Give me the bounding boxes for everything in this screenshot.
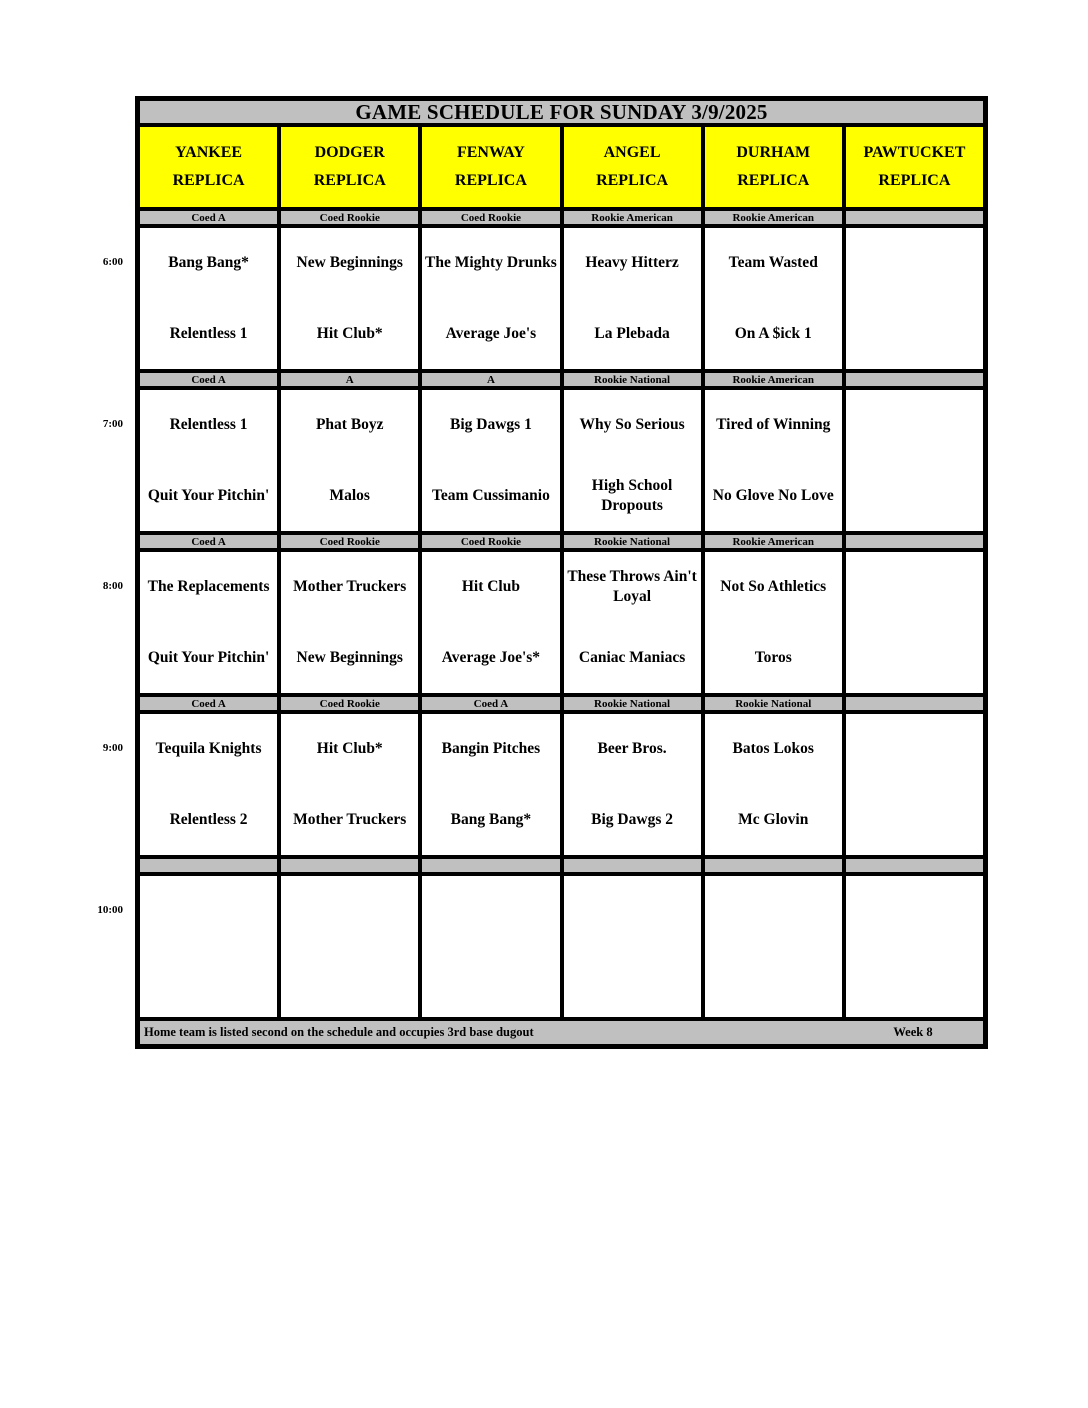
away-team: Tequila Knights: [155, 740, 262, 758]
division-cell: Coed A: [138, 533, 279, 550]
away-team: Bangin Pitches: [441, 740, 541, 758]
away-team: New Beginnings: [296, 254, 403, 272]
division-cell: [844, 209, 985, 226]
home-team: [140, 947, 277, 1018]
game-cell: [279, 388, 420, 533]
division-cell: Rookie American: [562, 209, 703, 226]
away-team: [846, 552, 983, 623]
park-name: FENWAY: [456, 143, 525, 161]
home-team: [281, 947, 418, 1018]
division-cell: [844, 695, 985, 712]
home-team: High School Dropouts: [591, 476, 673, 514]
away-team: Beer Bros.: [597, 740, 667, 758]
home-team: Bang Bang*: [450, 810, 532, 828]
game-cell: [562, 712, 703, 857]
park-name: PAWTUCKET: [863, 143, 966, 161]
park-sub: REPLICA: [454, 172, 527, 190]
away-team: Relentless 1: [169, 416, 248, 434]
away-team: Mother Truckers: [293, 578, 407, 596]
home-team: [705, 947, 842, 1018]
division-cell: Coed Rookie: [279, 695, 420, 712]
away-team: Heavy Hitterz: [585, 254, 679, 272]
schedule-table: [135, 96, 988, 1049]
division-cell: Rookie American: [703, 371, 844, 388]
home-team: [564, 947, 701, 1018]
time-label: 8:00: [102, 580, 123, 592]
park-name: ANGEL: [603, 143, 661, 161]
column-header-dodger: [279, 125, 420, 209]
division-cell: [562, 857, 703, 874]
division-cell: [844, 857, 985, 874]
division-cell: Rookie National: [562, 695, 703, 712]
away-team: Bang Bang*: [168, 254, 249, 272]
column-header-durham: [703, 125, 844, 209]
game-cell: [279, 226, 420, 371]
division-cell: Rookie National: [562, 371, 703, 388]
game-cell: [703, 226, 844, 371]
division-cell: Coed A: [138, 209, 279, 226]
home-team: [422, 947, 559, 1018]
park-sub: REPLICA: [172, 172, 245, 190]
away-team: [846, 228, 983, 299]
division-cell: [138, 857, 279, 874]
division-cell: Coed Rookie: [279, 209, 420, 226]
division-cell: Coed A: [420, 695, 561, 712]
schedule-sheet: [0, 96, 988, 1049]
away-team: Tired of Winning: [716, 416, 831, 434]
time-label: 6:00: [102, 256, 123, 268]
game-cell: [703, 388, 844, 533]
away-team: Big Dawgs 1: [450, 416, 532, 434]
division-cell: Rookie American: [703, 533, 844, 550]
week-number: Week 8: [893, 1025, 933, 1039]
home-team: La Plebada: [594, 324, 670, 342]
game-cell: [844, 712, 985, 857]
division-cell: Coed Rookie: [420, 533, 561, 550]
home-team: Quit Your Pitchin': [147, 486, 270, 504]
page-title: GAME SCHEDULE FOR SUNDAY 3/9/2025: [138, 99, 985, 125]
game-cell: [420, 550, 561, 695]
division-cell: Rookie National: [703, 695, 844, 712]
game-cell: [562, 226, 703, 371]
game-cell: [844, 874, 985, 1019]
away-team: The Mighty Drunks: [425, 254, 557, 272]
park-name: YANKEE: [175, 143, 243, 161]
away-team: [846, 390, 983, 461]
game-cell: [420, 712, 561, 857]
home-team-note: Home team is listed second on the schedule and occupies 3rd base dugout: [144, 1025, 534, 1039]
away-team: [846, 876, 983, 947]
away-team: Hit Club*: [316, 740, 383, 758]
park-sub: REPLICA: [737, 172, 810, 190]
game-cell: [844, 388, 985, 533]
home-team: Relentless 1: [169, 324, 248, 342]
park-name: DODGER: [314, 143, 385, 161]
column-header-fenway: [420, 125, 561, 209]
division-cell: Rookie American: [703, 209, 844, 226]
home-team: [846, 623, 983, 694]
time-label: 7:00: [102, 418, 123, 430]
division-cell: [844, 371, 985, 388]
division-cell: Coed Rookie: [420, 209, 561, 226]
division-cell: [703, 857, 844, 874]
game-cell: [138, 550, 279, 695]
division-cell: Rookie National: [562, 533, 703, 550]
time-label: 9:00: [102, 742, 123, 754]
game-cell: [703, 712, 844, 857]
game-cell: [279, 712, 420, 857]
game-cell: [844, 226, 985, 371]
home-team: Relentless 2: [169, 810, 248, 828]
home-team: Team Cussimanio: [431, 486, 550, 504]
division-cell: Coed A: [138, 371, 279, 388]
away-team: The Replacements: [147, 578, 270, 596]
game-cell: [562, 550, 703, 695]
game-cell: [420, 388, 561, 533]
home-team: [846, 299, 983, 370]
away-team: Phat Boyz: [315, 416, 384, 434]
away-team: These Throws Ain't Loyal: [567, 568, 697, 606]
game-cell: [562, 388, 703, 533]
home-team: Caniac Maniacs: [578, 648, 686, 666]
division-cell: A: [279, 371, 420, 388]
away-team: [705, 876, 842, 947]
division-cell: Coed A: [138, 695, 279, 712]
home-team: Hit Club*: [316, 324, 383, 342]
home-team: [846, 461, 983, 532]
home-team: Malos: [329, 486, 370, 504]
home-team: Average Joe's*: [441, 648, 541, 666]
park-sub: REPLICA: [313, 172, 386, 190]
footer-bar: [138, 1019, 985, 1046]
game-cell: [138, 388, 279, 533]
away-team: [281, 876, 418, 947]
time-gutter: [0, 96, 135, 1049]
home-team: Mc Glovin: [738, 810, 809, 828]
game-cell: [703, 874, 844, 1019]
column-header-yankee: [138, 125, 279, 209]
column-header-pawtucket: [844, 125, 985, 209]
game-cell: [138, 226, 279, 371]
game-cell: [703, 550, 844, 695]
game-cell: [279, 874, 420, 1019]
time-label: 10:00: [97, 904, 123, 916]
home-team: [846, 947, 983, 1018]
division-cell: Coed Rookie: [279, 533, 420, 550]
away-team: Hit Club: [461, 578, 520, 596]
home-team: No Glove No Love: [712, 486, 834, 504]
game-cell: [420, 226, 561, 371]
away-team: [140, 876, 277, 947]
division-cell: [844, 533, 985, 550]
home-team: Mother Truckers: [293, 810, 407, 828]
division-cell: [279, 857, 420, 874]
division-cell: A: [420, 371, 561, 388]
game-cell: [562, 874, 703, 1019]
park-sub: REPLICA: [878, 172, 951, 190]
home-team: Quit Your Pitchin': [147, 648, 270, 666]
home-team: New Beginnings: [296, 648, 403, 666]
away-team: Not So Athletics: [720, 578, 827, 596]
park-name: DURHAM: [736, 143, 811, 161]
park-sub: REPLICA: [596, 172, 669, 190]
home-team: On A $ick 1: [734, 324, 812, 342]
game-cell: [279, 550, 420, 695]
game-cell: [138, 874, 279, 1019]
away-team: [846, 714, 983, 785]
game-cell: [844, 550, 985, 695]
away-team: Team Wasted: [728, 254, 818, 272]
game-cell: [420, 874, 561, 1019]
column-header-angel: [562, 125, 703, 209]
home-team: Average Joe's: [445, 324, 537, 342]
game-cell: [138, 712, 279, 857]
home-team: Big Dawgs 2: [591, 810, 673, 828]
away-team: Why So Serious: [579, 416, 685, 434]
division-cell: [420, 857, 561, 874]
home-team: Toros: [754, 648, 792, 666]
away-team: [564, 876, 701, 947]
away-team: Batos Lokos: [732, 740, 814, 758]
away-team: [422, 876, 559, 947]
home-team: [846, 785, 983, 856]
